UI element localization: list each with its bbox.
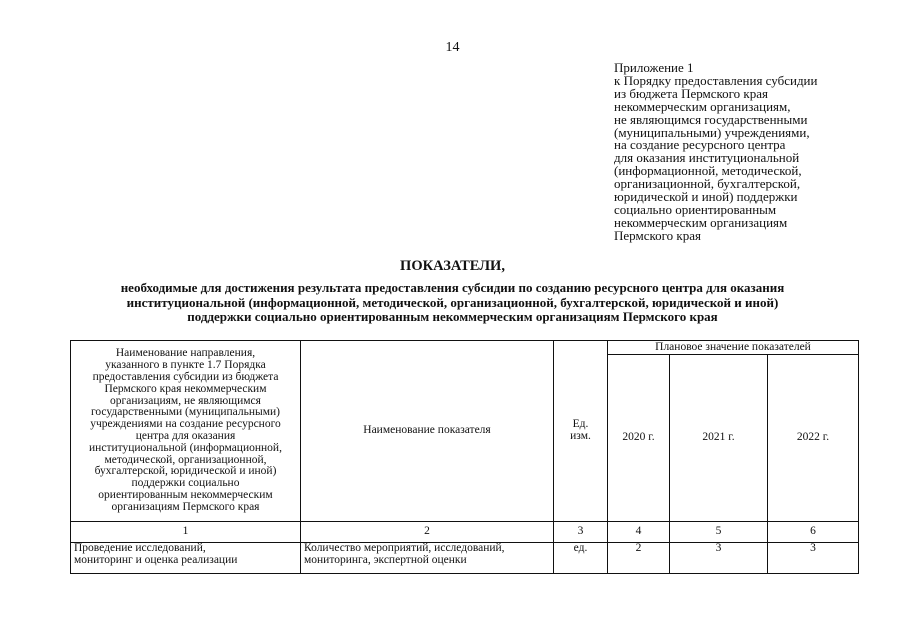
- row-value-2022: 3: [768, 543, 859, 574]
- appendix-line: юридической и иной) поддержки: [614, 189, 798, 205]
- appendix-line: (информационной, методической,: [614, 163, 802, 179]
- header-unit: Ед. изм.: [554, 341, 608, 522]
- appendix-line: не являющимся государственными: [614, 111, 808, 127]
- row-unit: ед.: [554, 543, 608, 574]
- column-number: 6: [768, 522, 859, 543]
- appendix-line: некоммерческим организациям,: [614, 98, 791, 114]
- subtitle-line: необходимые для достижения результата предоставления субсидии по созданию ресурсного центра для оказания: [120, 280, 785, 295]
- header-year: 2020 г.: [608, 355, 670, 522]
- table-header-row: [71, 341, 859, 355]
- subtitle-line: поддержки социально ориентированным некоммерческим организациям Пермского края: [187, 309, 718, 324]
- appendix-line: организационной, бухгалтерской,: [614, 176, 801, 192]
- row-direction: Проведение исследований, мониторинг и оценка реализации: [71, 543, 301, 574]
- appendix-line: (муниципальными) учреждениями,: [614, 124, 810, 140]
- appendix-line: для оказания институциональной: [614, 150, 800, 166]
- appendix-line: социально ориентированным: [614, 201, 777, 217]
- indicators-table: [70, 340, 859, 574]
- row-indicator: Количество мероприятий, исследований, мониторинга, экспертной оценки: [301, 543, 554, 574]
- table-row: [71, 543, 859, 574]
- header-year: 2021 г.: [670, 355, 768, 522]
- appendix-line: некоммерческим организациям: [614, 214, 788, 230]
- appendix-reference: [614, 62, 894, 243]
- column-number: 2: [301, 522, 554, 543]
- row-value-2021: 3: [670, 543, 768, 574]
- header-direction: Наименование направления, указанного в пункте 1.7 Порядка предоставления субсидии из бюджета Пермского края некоммерческим организациям, не являющимся государственными (муниципальными) учреждениями на создание ресурсного центра для оказания институциональной (информационной, методической, организационной, бухгалтерской, юридической и иной) поддержки социально ориентированным некоммерческим организациям Пермского края: [71, 341, 301, 522]
- header-planned-values: Плановое значение показателей: [608, 341, 859, 355]
- column-number: 1: [71, 522, 301, 543]
- appendix-line: Приложение 1: [614, 60, 694, 75]
- header-indicator: Наименование показателя: [301, 341, 554, 522]
- document-subtitle: [0, 281, 905, 325]
- appendix-line: к Порядку предоставления субсидии: [614, 72, 818, 88]
- column-number: 4: [608, 522, 670, 543]
- column-number: 3: [554, 522, 608, 543]
- appendix-line: на создание ресурсного центра: [614, 137, 786, 153]
- row-value-2020: 2: [608, 543, 670, 574]
- subtitle-line: институциональной (информационной, методической, организационной, бухгалтерской, юридической и иной): [126, 294, 779, 310]
- appendix-line: из бюджета Пермского края: [614, 85, 769, 101]
- appendix-line: Пермского края: [614, 227, 701, 243]
- header-year: 2022 г.: [768, 355, 859, 522]
- document-title: ПОКАЗАТЕЛИ,: [400, 258, 505, 274]
- column-number: 5: [670, 522, 768, 543]
- page-number: 14: [445, 40, 460, 55]
- column-numbers-row: [71, 522, 859, 543]
